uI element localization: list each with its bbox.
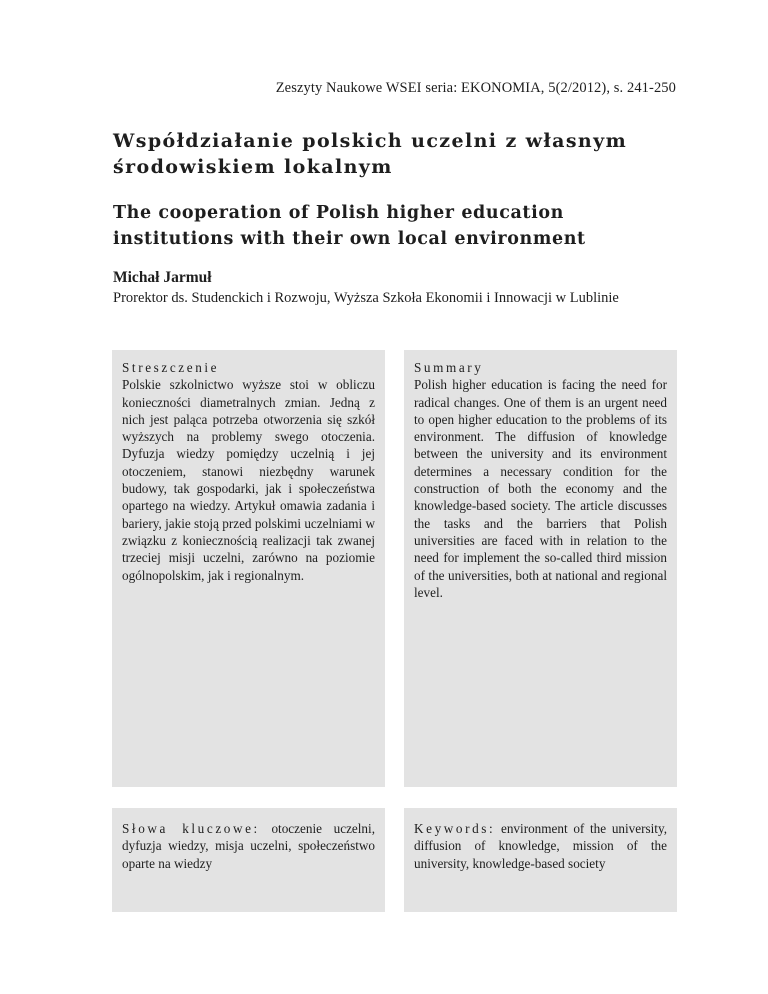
keywords-english-heading: Keywords: [414,821,496,836]
keywords-polish-text: otoczenie uczelni, dyfuzja wiedzy, misja uczelni, społeczeństwo oparte na wiedzy [122,821,375,871]
title-english: The cooperation of Polish higher education institutions with their own local environment [113,203,586,249]
keywords-polish-box [112,808,385,912]
abstract-english-text: Polish higher education is facing the need for radical changes. One of them is an urgent need to open higher education to the problems of its environment. The diffusion of knowledge between the university and its environment determines a necessary condition for the construction of both the economy and the knowledge-based society. The article discusses the tasks and the barriers that Polish universities are faced with in relation to the need for implement the so-called third mission of the universities, both at national and regional level. [414,377,667,600]
author-affiliation: Prorektor ds. Studenckich i Rozwoju, Wyższa Szkoła Ekonomii i Innowacji w Lublinie [113,290,619,306]
abstract-english-box [404,350,677,787]
abstract-polish-text: Polskie szkolnictwo wyższe stoi w obliczu konieczności diametralnych zmian. Jedną z nich jest paląca potrzeba otworzenia się szkół wyższych na problemy swego otoczenia. Dyfuzja wiedzy pomiędzy uczelnią i jej otoczeniem, stanowi niezbędny warunek budowy, tak gospodarki, jak i społeczeństwa opartego na wiedzy. Artykuł omawia zadania i bariery, jakie stoją przed polskimi uczelniami w związku z koniecznością realizacji tak zwanej trzeciej misji uczelni, zarówno na poziomie ogólnopolskim, jak i regionalnym. [122,377,375,583]
keywords-english-text: environment of the university, diffusion of knowledge, mission of the university, knowledge-based society [414,821,668,871]
author-name: Michał Jarmuł [113,269,212,286]
keywords-english-box [404,808,677,912]
title-polish: Współdziałanie polskich uczelni z własnym środowiskiem lokalnym [113,130,628,178]
abstract-polish-box [112,350,385,787]
keywords-polish-heading: Słowa kluczowe: [122,821,260,836]
abstract-english-heading: Summary [414,360,484,375]
abstract-polish-heading: Streszczenie [122,360,220,375]
journal-header: Zeszyty Naukowe WSEI seria: EKONOMIA, 5(2/2012), s. 241-250 [275,80,676,96]
